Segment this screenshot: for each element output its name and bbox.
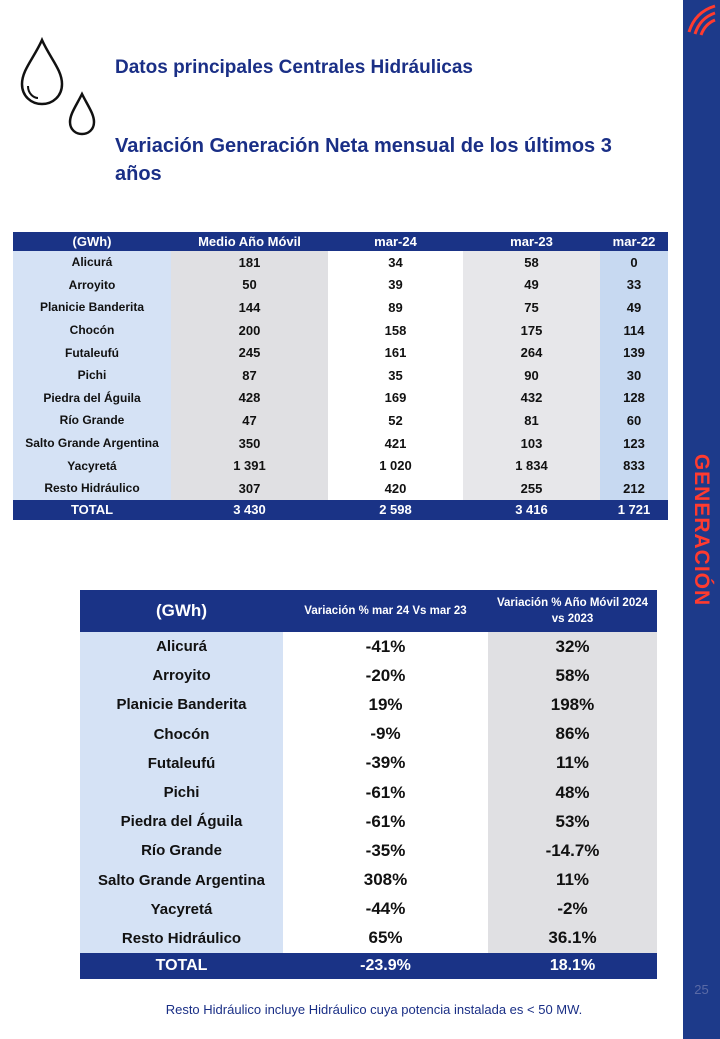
table-cell: 308% xyxy=(283,866,488,895)
table-cell: 90 xyxy=(463,364,600,387)
table-row xyxy=(80,807,657,836)
table-cell: -44% xyxy=(283,895,488,924)
row-label: TOTAL xyxy=(80,953,283,979)
table-cell: 39 xyxy=(328,274,463,297)
table-cell: 35 xyxy=(328,364,463,387)
table-cell: -41% xyxy=(283,632,488,661)
row-label: Futaleufú xyxy=(13,341,171,364)
section-label: GENERACIÓN xyxy=(690,453,714,607)
table-cell: 420 xyxy=(328,477,463,500)
row-label: Río Grande xyxy=(13,409,171,432)
table-cell: 48% xyxy=(488,778,657,807)
table-cell: 53% xyxy=(488,807,657,836)
table-row xyxy=(13,409,668,432)
table-cell: 58% xyxy=(488,661,657,690)
table-cell: 86% xyxy=(488,720,657,749)
table-cell: 212 xyxy=(600,477,668,500)
table-cell: 52 xyxy=(328,409,463,432)
table-row xyxy=(13,251,668,274)
table-cell: -23.9% xyxy=(283,953,488,979)
row-label: Piedra del Águila xyxy=(13,387,171,410)
header-cell: Medio Año Móvil xyxy=(171,232,328,251)
table-header-row xyxy=(13,232,668,251)
table-cell: 58 xyxy=(463,251,600,274)
page-number: 25 xyxy=(694,982,709,997)
row-label: Yacyretá xyxy=(13,454,171,477)
table-cell: 421 xyxy=(328,432,463,455)
table-row xyxy=(80,632,657,661)
table-cell: 30 xyxy=(600,364,668,387)
table-cell: 34 xyxy=(328,251,463,274)
table-cell: -2% xyxy=(488,895,657,924)
table-cell: 169 xyxy=(328,387,463,410)
table-row xyxy=(13,477,668,500)
row-label: Río Grande xyxy=(80,836,283,865)
table-row xyxy=(80,720,657,749)
row-label: Salto Grande Argentina xyxy=(13,432,171,455)
table-cell: 175 xyxy=(463,319,600,342)
table-cell: 350 xyxy=(171,432,328,455)
table-cell: 87 xyxy=(171,364,328,387)
row-label: Pichi xyxy=(80,778,283,807)
page-title: Datos principales Centrales Hidráulicas xyxy=(115,57,473,78)
table-cell: 833 xyxy=(600,454,668,477)
table-cell: 1 721 xyxy=(600,500,668,520)
table-cell: 1 391 xyxy=(171,454,328,477)
table-row xyxy=(80,661,657,690)
table-row xyxy=(80,895,657,924)
table-cell: 3 416 xyxy=(463,500,600,520)
table-cell: 428 xyxy=(171,387,328,410)
table-cell: 19% xyxy=(283,690,488,719)
total-row xyxy=(13,500,668,520)
table-cell: 18.1% xyxy=(488,953,657,979)
row-label: Pichi xyxy=(13,364,171,387)
table-row xyxy=(80,690,657,719)
variation-table xyxy=(80,590,657,979)
row-label: Arroyito xyxy=(80,661,283,690)
table-cell: 158 xyxy=(328,319,463,342)
brand-logo-icon xyxy=(687,2,717,38)
table-cell: 50 xyxy=(171,274,328,297)
table-cell: 144 xyxy=(171,296,328,319)
table-cell: 33 xyxy=(600,274,668,297)
monthly-generation-table xyxy=(13,232,668,520)
table-cell: 32% xyxy=(488,632,657,661)
row-label: Chocón xyxy=(13,319,171,342)
total-row xyxy=(80,953,657,979)
header-cell: mar-24 xyxy=(328,232,463,251)
table-cell: 307 xyxy=(171,477,328,500)
row-label: Futaleufú xyxy=(80,749,283,778)
sidebar xyxy=(683,0,720,1039)
table-cell: -14.7% xyxy=(488,836,657,865)
table-cell: 198% xyxy=(488,690,657,719)
table-row xyxy=(13,319,668,342)
table-row xyxy=(80,778,657,807)
header-cell: Variación % mar 24 Vs mar 23 xyxy=(283,590,488,632)
table-cell: 11% xyxy=(488,866,657,895)
table-cell: 114 xyxy=(600,319,668,342)
header-cell: Variación % Año Móvil 2024 vs 2023 xyxy=(488,590,657,632)
table-row xyxy=(80,924,657,953)
row-label: Planicie Banderita xyxy=(13,296,171,319)
table-cell: 89 xyxy=(328,296,463,319)
table-cell: -61% xyxy=(283,807,488,836)
row-label: Salto Grande Argentina xyxy=(80,866,283,895)
table-cell: 36.1% xyxy=(488,924,657,953)
water-drops-icon xyxy=(14,36,104,146)
table-cell: 432 xyxy=(463,387,600,410)
table-cell: 1 020 xyxy=(328,454,463,477)
header-cell: (GWh) xyxy=(80,590,283,632)
table-cell: 264 xyxy=(463,341,600,364)
table-header-row xyxy=(80,590,657,632)
table-cell: 255 xyxy=(463,477,600,500)
row-label: Arroyito xyxy=(13,274,171,297)
header-cell: mar-22 xyxy=(600,232,668,251)
table-row xyxy=(13,274,668,297)
table-row xyxy=(13,387,668,410)
row-label: Piedra del Águila xyxy=(80,807,283,836)
table-row xyxy=(13,296,668,319)
row-label: Alicurá xyxy=(13,251,171,274)
table-cell: 11% xyxy=(488,749,657,778)
row-label: Resto Hidráulico xyxy=(80,924,283,953)
table-row xyxy=(80,836,657,865)
table-cell: 3 430 xyxy=(171,500,328,520)
header-cell: mar-23 xyxy=(463,232,600,251)
page-subtitle: Variación Generación Neta mensual de los últimos 3 años xyxy=(115,135,612,185)
row-label: Yacyretá xyxy=(80,895,283,924)
table-cell: -9% xyxy=(283,720,488,749)
row-label: Resto Hidráulico xyxy=(13,477,171,500)
table-cell: 139 xyxy=(600,341,668,364)
table-cell: -39% xyxy=(283,749,488,778)
table-cell: 128 xyxy=(600,387,668,410)
table-cell: 2 598 xyxy=(328,500,463,520)
row-label: TOTAL xyxy=(13,500,171,520)
header-cell: (GWh) xyxy=(13,232,171,251)
table-cell: 47 xyxy=(171,409,328,432)
row-label: Planicie Banderita xyxy=(80,690,283,719)
table-row xyxy=(13,432,668,455)
table-cell: 49 xyxy=(600,296,668,319)
table-cell: 245 xyxy=(171,341,328,364)
table-row xyxy=(13,454,668,477)
table-cell: -35% xyxy=(283,836,488,865)
row-label: Alicurá xyxy=(80,632,283,661)
table-cell: 103 xyxy=(463,432,600,455)
table-cell: 81 xyxy=(463,409,600,432)
table-cell: 65% xyxy=(283,924,488,953)
table-cell: 123 xyxy=(600,432,668,455)
table-cell: 49 xyxy=(463,274,600,297)
table-cell: -61% xyxy=(283,778,488,807)
table-cell: 161 xyxy=(328,341,463,364)
table-cell: 0 xyxy=(600,251,668,274)
table-cell: 75 xyxy=(463,296,600,319)
table-cell: -20% xyxy=(283,661,488,690)
footnote: Resto Hidráulico incluye Hidráulico cuya potencia instalada es < 50 MW. xyxy=(165,1002,583,1017)
table-cell: 60 xyxy=(600,409,668,432)
table-cell: 181 xyxy=(171,251,328,274)
table-row xyxy=(13,364,668,387)
table-row xyxy=(80,749,657,778)
table-row xyxy=(80,866,657,895)
table-row xyxy=(13,341,668,364)
row-label: Chocón xyxy=(80,720,283,749)
table-cell: 1 834 xyxy=(463,454,600,477)
table-cell: 200 xyxy=(171,319,328,342)
